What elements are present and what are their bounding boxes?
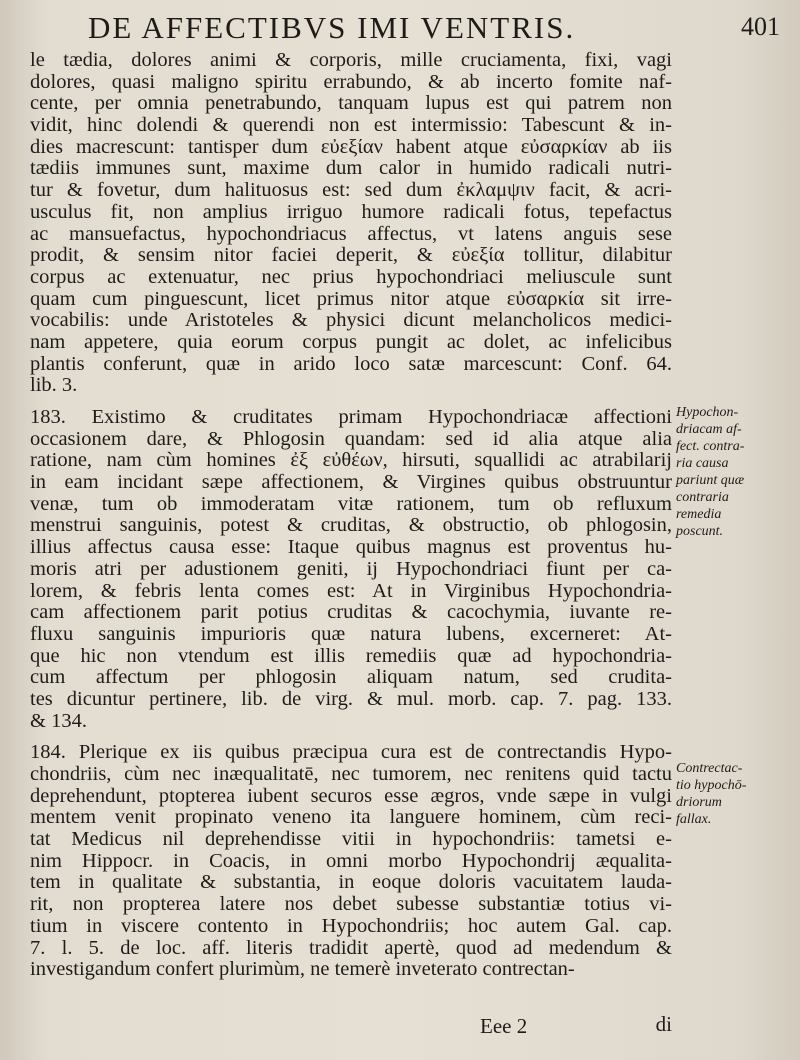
running-title: DE AFFECTIBVS IMI VENTRIS. bbox=[88, 10, 576, 45]
text-line: mentem venit propinato veneno ita languere hominem, cùm reci- bbox=[30, 806, 672, 829]
text-line: tat Medicus nil deprehendisse vitii in hypochondriis: tametsi e- bbox=[30, 828, 672, 851]
text-line: dolores, quasi maligno spiritu errabundo, & ab incerto fomite naf- bbox=[30, 70, 672, 93]
text-line: nam appetere, quia eorum corpus pungit ac dolet, ac infelicibus bbox=[30, 330, 672, 353]
text-line: cente, per omnia penetrabundo, tanquam lupus est qui patrem non bbox=[30, 92, 672, 115]
margin-note-line: pariunt quæ bbox=[676, 473, 745, 488]
margin-note-line: contraria bbox=[676, 490, 729, 505]
text-line: usculus fit, non amplius irriguo humore radicali fotus, tepefactus bbox=[30, 200, 672, 223]
text-line: fluxu sanguinis impurioris quæ natura lubens, excerneret: At- bbox=[30, 622, 672, 645]
text-line: 183. Existimo & cruditates primam Hypochondriacæ affectioni bbox=[30, 406, 672, 428]
text-line: vocabilis: unde Aristoteles & physici dicunt melancholicos medici- bbox=[30, 309, 672, 332]
text-line: cam affectionem parit potius cruditas & cacochymia, iuvante re- bbox=[30, 601, 672, 624]
text-line: in eam incidant sæpe affectionem, & Virgines quibus obstruuntur bbox=[30, 471, 672, 494]
text-line: nim Hippocr. in Coacis, in omni morbo Hypochondrij æqualita- bbox=[30, 849, 672, 872]
text-line: chondriis, cùm nec inæqualitatē, nec tumorem, nec renitens quid tactu bbox=[30, 763, 672, 785]
text-line: ac mansuefactus, hypochondriacus affectus, vt latens anguis sese bbox=[30, 222, 672, 245]
text-line: 184. Plerique ex iis quibus præcipua cura est de contrectandis Hypo- bbox=[30, 741, 672, 764]
text-line: illius affectus causa esse: Itaque quibus magnus est proventus hu- bbox=[30, 536, 672, 559]
text-line: quam cum pinguescunt, licet primus nitor atque εὐσαρκία sit irre- bbox=[30, 287, 672, 310]
margin-note-line: driacam af- bbox=[676, 422, 742, 437]
signature-mark: Eee 2 bbox=[480, 1014, 528, 1038]
margin-note-line: Hypochon- bbox=[676, 405, 739, 420]
margin-note-line: fect. contra- bbox=[676, 439, 745, 454]
text-line: 7. l. 5. de loc. aff. literis tradidit apertè, quod ad medendum & bbox=[30, 936, 672, 959]
paragraph-183 bbox=[30, 407, 672, 732]
body-text bbox=[30, 50, 672, 981]
margin-note-line: Contrectac- bbox=[676, 761, 743, 776]
text-line: deprehendunt, ptopterea iubent securos esse ægros, vnde sæpe in vulgi bbox=[30, 784, 672, 807]
text-line: occasionem dare, & Phlogosin quandam: sed id alia atque alia bbox=[30, 427, 672, 450]
paragraph-continuation bbox=[30, 50, 672, 397]
text-line: cum affectum per phlogosin aliquam natum, sed crudita- bbox=[30, 666, 672, 689]
text-line: le tædia, dolores animi & corporis, mille cruciamenta, fixi, vagi bbox=[30, 49, 672, 71]
margin-note-hypochondriacam bbox=[676, 404, 796, 540]
margin-note-line: tio hypochō- bbox=[676, 778, 747, 793]
page-number: 401 bbox=[741, 12, 780, 41]
text-line: tur & fovetur, dum halituosus est: sed dum ἐκλαμψιν facit, & acri- bbox=[30, 179, 672, 202]
text-line: lib. 3. bbox=[30, 374, 78, 397]
text-line: tem in qualitate & substantia, in eoque doloris vacuitatem lauda- bbox=[30, 871, 672, 894]
text-line: ratione, nam cùm homines ἐξ εὐθέων, hirsuti, squallidi ac atrabilarij bbox=[30, 449, 672, 472]
margin-note-line: driorum bbox=[676, 795, 722, 810]
paragraph-184 bbox=[30, 742, 672, 981]
page-footer bbox=[30, 1010, 672, 1038]
text-line: tes dicuntur pertinere, lib. de virg. & mul. morb. cap. 7. pag. 133. bbox=[30, 687, 672, 710]
catchword: di bbox=[655, 1012, 672, 1036]
text-line: corpus ac extenuatur, nec prius hypochondriaci meliuscule sunt bbox=[30, 265, 672, 288]
margin-note-line: remedia bbox=[676, 507, 722, 522]
margin-note-line: fallax. bbox=[676, 812, 712, 827]
margin-note-contrectatio bbox=[676, 760, 796, 828]
margin-note-line: ria causa bbox=[676, 456, 729, 471]
text-line: & 134. bbox=[30, 709, 87, 732]
text-line: menstrui sanguinis, potest & cruditas, & obstructio, ob phlogosin, bbox=[30, 514, 672, 537]
text-line: prodit, & sensim nitor faciei deperit, & εὐεξία tollitur, dilabitur bbox=[30, 244, 672, 267]
text-line: investigandum confert plurimùm, ne temerè inveterato contrectan- bbox=[30, 958, 575, 981]
text-line: vidit, hinc dolendi & querendi non est intermissio: Tabescunt & in- bbox=[30, 114, 672, 137]
text-line: lorem, & febris lenta comes est: At in Virginibus Hypochondria- bbox=[30, 579, 672, 602]
margin-note-line: poscunt. bbox=[676, 524, 724, 539]
page-header bbox=[40, 8, 780, 48]
text-line: rit, non propterea latere nos debet subesse substantiæ totius vi- bbox=[30, 893, 672, 916]
text-line: que hic non vtendum est illis remediis quæ ad hypochondria- bbox=[30, 644, 672, 667]
text-line: tædiis immunes sunt, maxime dum calor in humido radicali nutri- bbox=[30, 157, 672, 180]
text-line: dies macrescunt: tantisper dum εὐεξίαν habent atque εὐσαρκίαν ab iis bbox=[30, 135, 672, 158]
text-line: tium in viscere contento in Hypochondriis; hoc autem Gal. cap. bbox=[30, 914, 672, 937]
text-line: venæ, tum ob immoderatam vitæ rationem, tum ob refluxum bbox=[30, 492, 672, 515]
text-line: moris atri per adustionem geniti, ij Hypochondriaci fiunt per ca- bbox=[30, 557, 672, 580]
text-line: plantis conferunt, quæ in arido loco satæ marcescunt: Conf. 64. bbox=[30, 352, 672, 375]
